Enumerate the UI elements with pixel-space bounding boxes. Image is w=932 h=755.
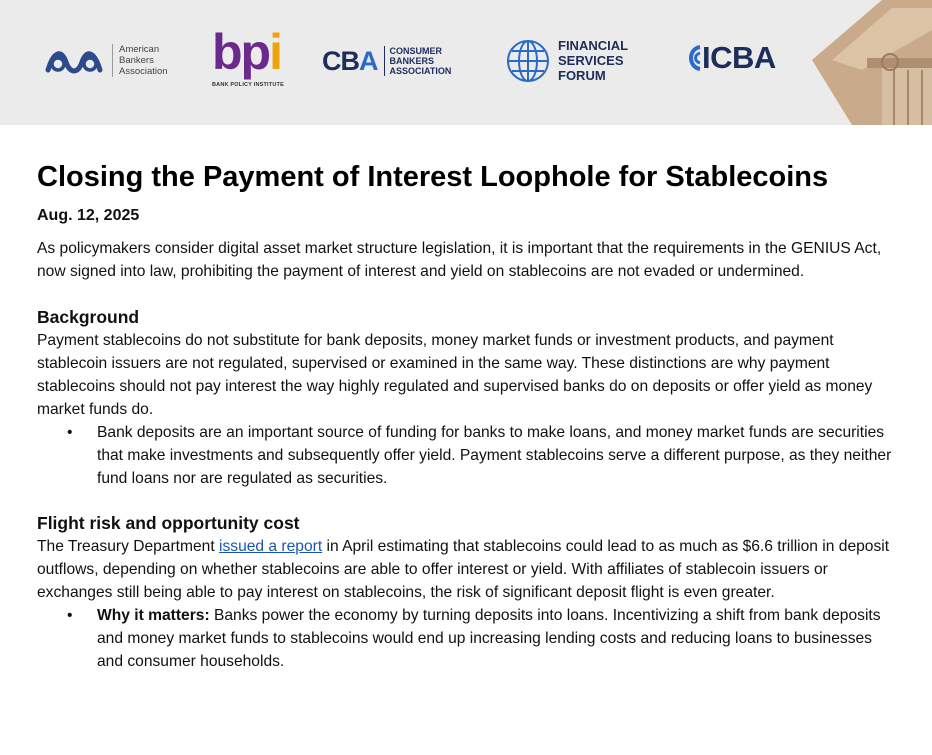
background-list (37, 421, 897, 490)
aba-wordmark: American Bankers Association (112, 44, 168, 77)
page-title: Closing the Payment of Interest Loophole for Stablecoins (37, 161, 829, 193)
bpi-subtitle: BANK POLICY INSTITUTE (212, 82, 284, 88)
bullet-icon: • (67, 607, 73, 624)
fsf-logo (506, 38, 628, 83)
globe-icon (506, 39, 550, 83)
cba-logo (322, 46, 451, 76)
treasury-report-link[interactable]: issued a report (219, 538, 323, 555)
aba-emblem-icon (44, 46, 104, 76)
flight-risk-heading: Flight risk and opportunity cost (37, 513, 300, 533)
icba-wordmark: ICBA (702, 40, 776, 75)
bullet-icon: • (67, 424, 73, 441)
why-it-matters-label: Why it matters: (97, 607, 210, 624)
flight-risk-list (37, 604, 897, 673)
fsf-wordmark: FINANCIAL SERVICES FORUM (558, 38, 629, 83)
header-banner (0, 0, 932, 125)
cba-wordmark: CBA (322, 46, 378, 76)
list-item: • Why it matters: Banks power the economy by turning deposits into loans. Incentivizing a shift from bank deposits and money market funds to stablecoins would end up increasing lending costs and reducing loans to businesses and consumer households. (37, 604, 897, 673)
cba-name: CONSUMER BANKERS ASSOCIATION (384, 46, 452, 76)
intro-paragraph: As policymakers consider digital asset market structure legislation, it is important that the requirements in the GENIUS Act, now signed into law, prohibiting the payment of interest and yield on stablecoins are not evaded or undermined. (37, 240, 882, 280)
list-item: • Bank deposits are an important source of funding for banks to make loans, and money market funds are securities that make investments and subsequently offer yield. Payment stablecoins serve a different purpose, as they neither fund loans nor are regulated as securities. (37, 421, 897, 490)
icba-swoosh-icon (686, 43, 702, 73)
background-heading: Background (37, 307, 140, 327)
background-paragraph: Payment stablecoins do not substitute for bank deposits, money market funds or investment products, and payment stablecoin issuers are not regulated, supervised or examined in the same way. These distinctions are why payment stablecoins should not pay interest the way highly regulated and supervised banks do on deposits or offer yield as money market funds do. (37, 332, 873, 418)
column-capital-image (812, 0, 932, 125)
article (37, 125, 897, 673)
flight-risk-paragraph: The Treasury Department issued a report in April estimating that stablecoins could lead to as much as $6.6 trillion in deposit outflows, depending on whether stablecoins are able to offer interest or yield. With affiliates of stablecoin issuers or exchanges still being able to pay interest on stablecoins, the risk of significant deposit flight is even greater. (37, 538, 890, 601)
publish-date: Aug. 12, 2025 (37, 207, 140, 224)
bpi-wordmark: bpi (212, 24, 281, 80)
bpi-logo (212, 24, 284, 88)
icba-logo (686, 42, 776, 74)
aba-logo (44, 44, 168, 77)
